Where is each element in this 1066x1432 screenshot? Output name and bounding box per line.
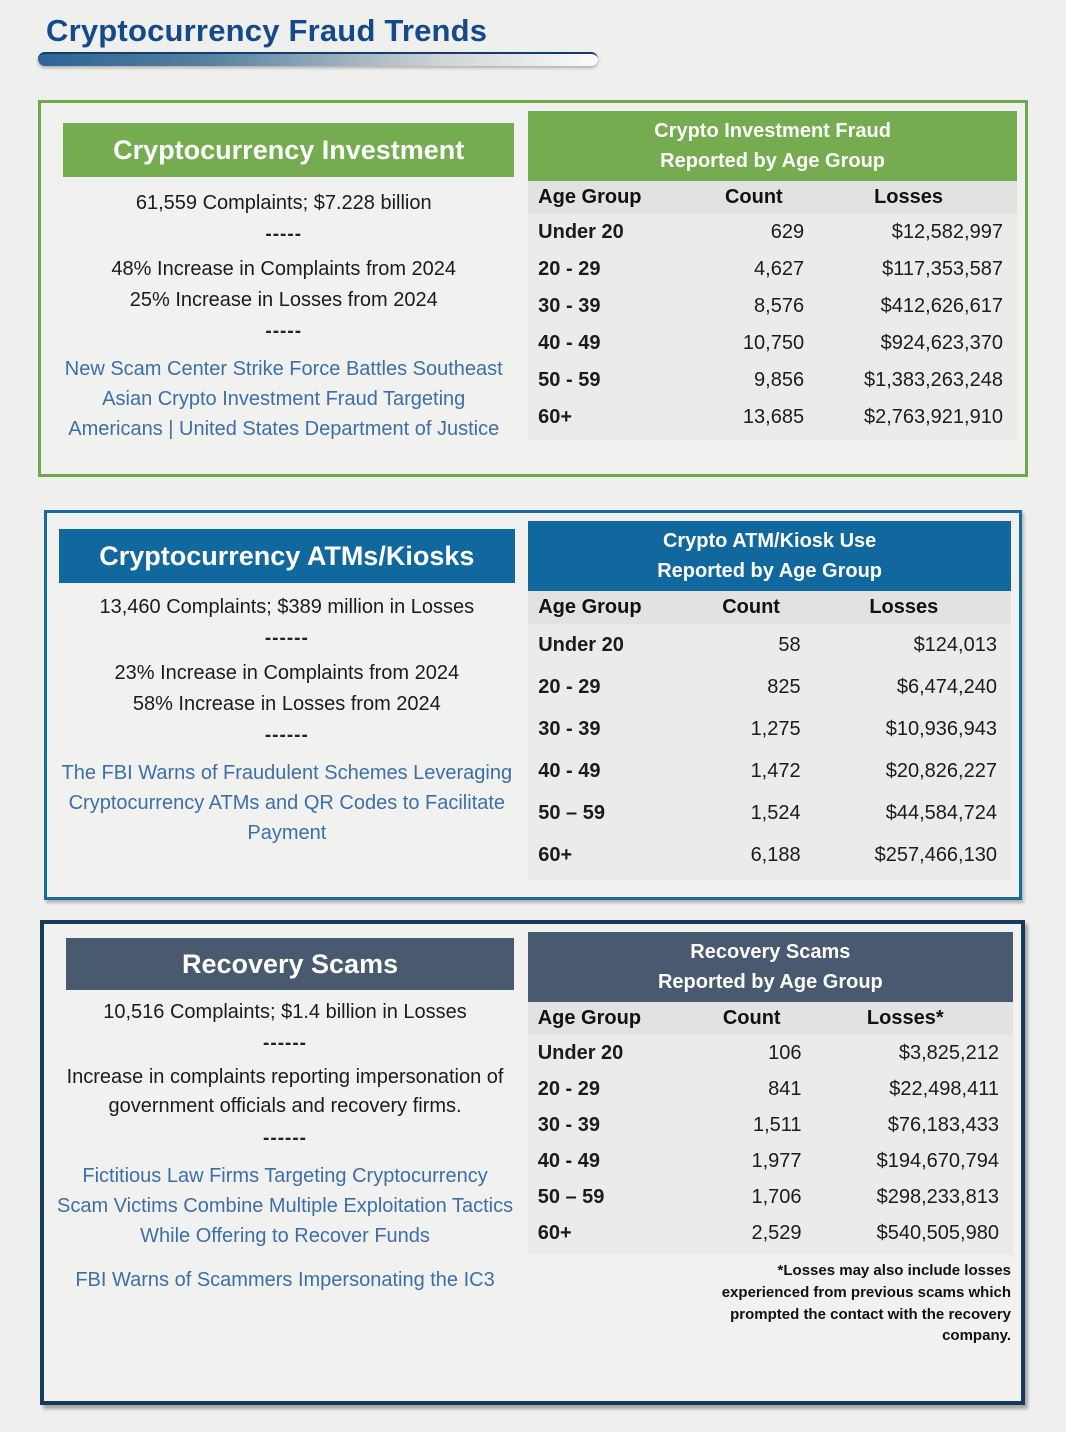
cell-age-group: 60+ xyxy=(538,406,573,428)
cell-age-group: 50 – 59 xyxy=(537,1185,605,1208)
investment-table xyxy=(528,181,1017,440)
cell-age-group: Under 20 xyxy=(538,633,624,656)
divider: ------ xyxy=(263,1033,308,1054)
table-row xyxy=(528,792,1011,834)
table-title-line: Crypto ATM/Kiosk Use xyxy=(662,530,877,552)
table-row xyxy=(528,1107,1013,1143)
cell-losses: $10,936,943 xyxy=(885,717,997,740)
cell-age-group: 40 - 49 xyxy=(537,1149,600,1172)
title-underline-bar xyxy=(38,52,598,66)
cell-age-group: 40 - 49 xyxy=(538,759,601,782)
cell-count: 13,685 xyxy=(742,406,805,428)
doj-scam-center-strike-force-link[interactable]: New Scam Center Strike Force Battles Southeast Asian Crypto Investment Fraud Targeting Americans | United States Department of Justice xyxy=(64,358,503,440)
atm-table-title xyxy=(528,521,1011,591)
section-cryptocurrency-investment xyxy=(38,100,1028,477)
table-row xyxy=(528,251,1017,288)
investment-stats-line: 61,559 Complaints; $7.228 billion xyxy=(135,192,432,214)
cell-losses: $412,626,617 xyxy=(880,295,1003,317)
cell-losses: $194,670,794 xyxy=(876,1149,999,1172)
cell-count: 1,472 xyxy=(750,759,801,782)
cell-count: 1,511 xyxy=(752,1113,802,1136)
recovery-impersonation-paragraph: Increase in complaints reporting impersonation of government officials and recovery firms. xyxy=(66,1066,504,1117)
cell-losses: $124,013 xyxy=(913,633,997,656)
table-row xyxy=(528,325,1017,362)
atm-table-panel xyxy=(528,521,1011,889)
column-header-age-group: Age Group xyxy=(537,1007,642,1029)
column-header-count: Count xyxy=(722,1007,781,1029)
cell-count: 10,750 xyxy=(742,332,805,354)
table-column-headers xyxy=(528,1002,1013,1035)
cell-age-group: 20 - 29 xyxy=(537,1077,600,1100)
cell-age-group: 20 - 29 xyxy=(538,258,601,280)
investment-table-title xyxy=(528,111,1017,181)
divider: ------ xyxy=(263,1128,308,1149)
cell-age-group: 60+ xyxy=(538,843,573,866)
table-column-headers xyxy=(528,181,1017,214)
page-title: Cryptocurrency Fraud Trends xyxy=(46,13,488,48)
table-row xyxy=(528,624,1011,666)
cell-losses: $257,466,130 xyxy=(874,843,997,866)
cell-count: 1,524 xyxy=(750,801,801,824)
losses-footnote: *Losses may also include losses experienced from previous scams which prompted the contact with the recovery company. xyxy=(721,1262,1011,1345)
cell-age-group: 60+ xyxy=(537,1221,572,1244)
table-row xyxy=(528,1071,1013,1107)
investment-increase-losses: 25% Increase in Losses from 2024 xyxy=(129,289,438,311)
cell-age-group: 50 – 59 xyxy=(538,801,605,824)
table-title-line: Reported by Age Group xyxy=(660,150,885,172)
column-header-losses: Losses xyxy=(874,186,943,208)
atm-summary-panel xyxy=(55,521,519,889)
cell-losses: $44,584,724 xyxy=(885,801,997,824)
column-header-count: Count xyxy=(724,186,783,208)
section-cryptocurrency-atms-kiosks xyxy=(44,510,1022,900)
cell-losses: $298,233,813 xyxy=(876,1185,999,1208)
cell-age-group: 30 - 39 xyxy=(538,717,601,740)
cell-count: 9,856 xyxy=(754,369,805,391)
section-title-atms-kiosks: Cryptocurrency ATMs/Kiosks xyxy=(59,529,515,583)
cell-count: 1,275 xyxy=(750,717,801,740)
fbi-ic3-impersonation-link[interactable]: FBI Warns of Scammers Impersonating the IC3 xyxy=(75,1269,495,1291)
table-body xyxy=(528,624,1011,876)
section-recovery-scams xyxy=(40,920,1025,1405)
column-header-count: Count xyxy=(722,596,780,618)
divider: ----- xyxy=(265,224,303,245)
cell-age-group: 30 - 39 xyxy=(537,1113,600,1136)
cell-losses: $76,183,433 xyxy=(887,1113,999,1136)
table-row xyxy=(528,399,1017,436)
table-row xyxy=(528,1035,1013,1071)
column-header-losses: Losses* xyxy=(866,1007,944,1029)
cell-count: 58 xyxy=(778,633,801,656)
table-row xyxy=(528,834,1011,876)
table-row xyxy=(528,288,1017,325)
cell-age-group: 30 - 39 xyxy=(538,295,601,317)
recovery-table-panel xyxy=(528,932,1013,1393)
cell-losses: $20,826,227 xyxy=(885,759,997,782)
cell-losses: $924,623,370 xyxy=(880,332,1003,354)
cell-count: 6,188 xyxy=(750,843,801,866)
divider: ----- xyxy=(265,321,303,342)
table-title-line: Reported by Age Group xyxy=(657,971,883,993)
divider: ------ xyxy=(264,725,309,746)
recovery-summary-panel xyxy=(52,932,518,1393)
cell-count: 1,977 xyxy=(751,1149,802,1172)
table-title-line: Crypto Investment Fraud xyxy=(654,120,891,142)
recovery-table xyxy=(528,1002,1013,1255)
column-header-age-group: Age Group xyxy=(538,596,642,618)
cell-losses: $1,383,263,248 xyxy=(863,369,1003,391)
table-column-headers xyxy=(528,591,1011,624)
cell-age-group: Under 20 xyxy=(537,1041,624,1064)
recovery-stats-line: 10,516 Complaints; $1.4 billion in Losses xyxy=(103,1001,467,1023)
table-row xyxy=(528,362,1017,399)
cell-losses: $3,825,212 xyxy=(898,1041,999,1064)
table-body xyxy=(528,1035,1013,1251)
atm-table xyxy=(528,591,1011,880)
fbi-atm-qr-warning-link[interactable]: The FBI Warns of Fraudulent Schemes Leveraging Cryptocurrency ATMs and QR Codes to Facilitate Payment xyxy=(61,762,513,844)
atm-increase-complaints: 23% Increase in Complaints from 2024 xyxy=(114,662,460,684)
section-title-investment: Cryptocurrency Investment xyxy=(63,123,514,177)
cell-losses: $12,582,997 xyxy=(891,221,1003,243)
cell-age-group: Under 20 xyxy=(538,221,624,243)
cell-count: 2,529 xyxy=(751,1221,802,1244)
cell-losses: $2,763,921,910 xyxy=(863,406,1003,428)
table-row xyxy=(528,1179,1013,1215)
cell-age-group: 20 - 29 xyxy=(538,675,601,698)
table-row xyxy=(528,708,1011,750)
cell-count: 4,627 xyxy=(754,258,805,280)
cell-count: 629 xyxy=(770,221,805,243)
column-header-losses: Losses xyxy=(869,596,939,618)
table-row xyxy=(528,666,1011,708)
table-title-line: Reported by Age Group xyxy=(657,560,883,582)
cell-count: 825 xyxy=(767,675,801,698)
investment-increase-complaints: 48% Increase in Complaints from 2024 xyxy=(111,258,457,280)
table-row xyxy=(528,1215,1013,1251)
cell-losses: $117,353,587 xyxy=(882,258,1003,280)
cell-losses: $22,498,411 xyxy=(889,1077,999,1100)
cell-age-group: 50 - 59 xyxy=(538,369,601,391)
fictitious-law-firms-link[interactable]: Fictitious Law Firms Targeting Cryptocurrency Scam Victims Combine Multiple Exploitation Tactics While Offering to Recover Funds xyxy=(56,1165,514,1247)
cell-count: 841 xyxy=(768,1077,802,1100)
column-header-age-group: Age Group xyxy=(538,186,642,208)
table-row xyxy=(528,1143,1013,1179)
investment-summary-panel xyxy=(49,111,518,466)
cell-count: 106 xyxy=(768,1041,802,1064)
divider: ------ xyxy=(264,628,309,649)
cell-count: 1,706 xyxy=(751,1185,802,1208)
cell-count: 8,576 xyxy=(754,295,805,317)
atm-stats-line: 13,460 Complaints; $389 million in Losses xyxy=(99,596,475,618)
cell-age-group: 40 - 49 xyxy=(538,332,601,354)
table-row xyxy=(528,214,1017,251)
table-body xyxy=(528,214,1017,436)
cell-losses: $540,505,980 xyxy=(876,1221,999,1244)
cell-losses: $6,474,240 xyxy=(896,675,997,698)
table-row xyxy=(528,750,1011,792)
atm-increase-losses: 58% Increase in Losses from 2024 xyxy=(132,693,441,715)
investment-table-panel xyxy=(528,111,1017,466)
section-title-recovery-scams: Recovery Scams xyxy=(66,938,514,990)
recovery-table-title xyxy=(528,932,1013,1002)
table-title-line: Recovery Scams xyxy=(690,941,851,963)
